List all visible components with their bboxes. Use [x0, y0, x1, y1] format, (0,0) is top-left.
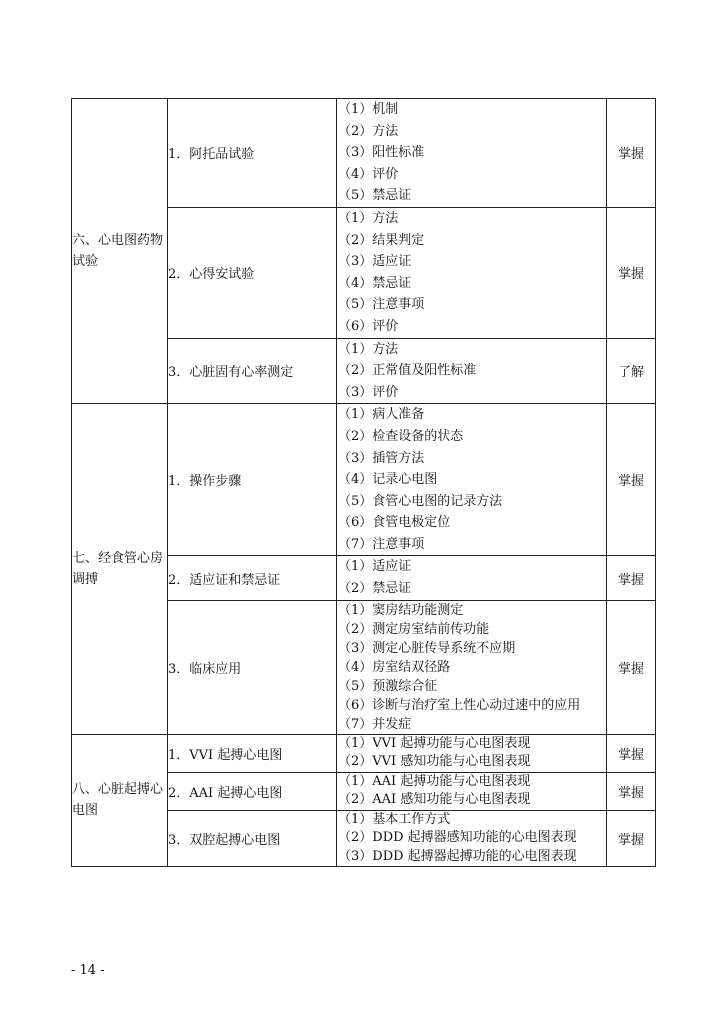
item-cell: 1．阿托品试验 [168, 99, 337, 208]
point: （1）适应证 [338, 559, 412, 575]
level-cell: 掌握 [607, 207, 656, 338]
point: （5）禁忌证 [338, 188, 412, 204]
point: （2）VVI 感知功能与心电图表现 [338, 754, 531, 770]
item-cell: 1．操作步骤 [168, 404, 337, 556]
point: （4）评价 [338, 166, 399, 182]
points-cell [337, 338, 607, 404]
point: （7）注意事项 [338, 536, 425, 552]
item-cell: 1．VVI 起搏心电图 [168, 734, 337, 772]
level-cell: 掌握 [607, 600, 656, 734]
points-cell [337, 734, 607, 772]
point: （2）检查设备的状态 [338, 428, 464, 444]
point: （6）诊断与治疗室上性心动过速中的应用 [338, 697, 581, 713]
point: （2）AAI 感知功能与心电图表现 [338, 792, 531, 808]
points-cell [337, 600, 607, 734]
level-cell: 掌握 [607, 772, 656, 810]
points-cell [337, 810, 607, 867]
point: （1）基本工作方式 [338, 811, 451, 827]
point: （1）病人准备 [338, 407, 425, 423]
point: （2）正常值及阳性标准 [338, 363, 477, 379]
level-cell: 掌握 [607, 556, 656, 600]
level-cell: 掌握 [607, 734, 656, 772]
point: （1）机制 [338, 102, 399, 117]
point: （6）食管电极定位 [338, 515, 451, 531]
level-cell: 了解 [607, 338, 656, 404]
points-cell [337, 556, 607, 600]
chapter-cell: 六、心电图药物试验 [72, 99, 168, 404]
points-cell [337, 404, 607, 556]
chapter-cell: 七、经食管心房调搏 [72, 404, 168, 734]
table-row [72, 404, 656, 556]
syllabus-table [71, 98, 656, 867]
point: （7）并发症 [338, 716, 412, 732]
item-cell: 2．适应证和禁忌证 [168, 556, 337, 600]
point: （5）注意事项 [338, 297, 425, 313]
point: （2）禁忌证 [338, 581, 412, 597]
point: （1）方法 [338, 210, 399, 226]
point: （1）AAI 起搏功能与心电图表现 [338, 773, 531, 789]
level-cell: 掌握 [607, 99, 656, 208]
point: （1）窦房结功能测定 [338, 602, 464, 618]
point: （3）评价 [338, 384, 399, 400]
point: （6）评价 [338, 318, 399, 334]
table-row [72, 734, 656, 772]
item-cell: 2．AAI 起搏心电图 [168, 772, 337, 810]
level-cell: 掌握 [607, 810, 656, 867]
point: （4）记录心电图 [338, 472, 438, 488]
point: （2）DDD 起搏器感知功能的心电图表现 [338, 830, 577, 846]
item-cell: 3．心脏固有心率测定 [168, 338, 337, 404]
point: （2）结果判定 [338, 232, 425, 248]
item-cell: 3．双腔起搏心电图 [168, 810, 337, 867]
level-cell: 掌握 [607, 404, 656, 556]
point: （4）房室结双径路 [338, 659, 451, 675]
point: （5）预激综合征 [338, 678, 438, 694]
table-row [72, 99, 656, 208]
point: （3）测定心脏传导系统不应期 [338, 640, 516, 656]
point: （1）VVI 起搏功能与心电图表现 [338, 735, 531, 751]
point: （2）方法 [338, 123, 399, 139]
page-number: - 14 - [71, 963, 105, 978]
point: （2）测定房室结前传功能 [338, 621, 490, 637]
points-cell [337, 207, 607, 338]
point: （5）食管心电图的记录方法 [338, 493, 503, 509]
point: （4）禁忌证 [338, 275, 412, 291]
point: （3）阳性标准 [338, 145, 425, 161]
point: （1）方法 [338, 341, 399, 357]
point: （3）DDD 起搏器起搏功能的心电图表现 [338, 848, 577, 864]
point: （3）插管方法 [338, 450, 425, 466]
points-cell [337, 772, 607, 810]
item-cell: 2．心得安试验 [168, 207, 337, 338]
point: （3）适应证 [338, 254, 412, 270]
points-cell [337, 99, 607, 208]
chapter-cell: 八、心脏起搏心电图 [72, 734, 168, 867]
item-cell: 3．临床应用 [168, 600, 337, 734]
